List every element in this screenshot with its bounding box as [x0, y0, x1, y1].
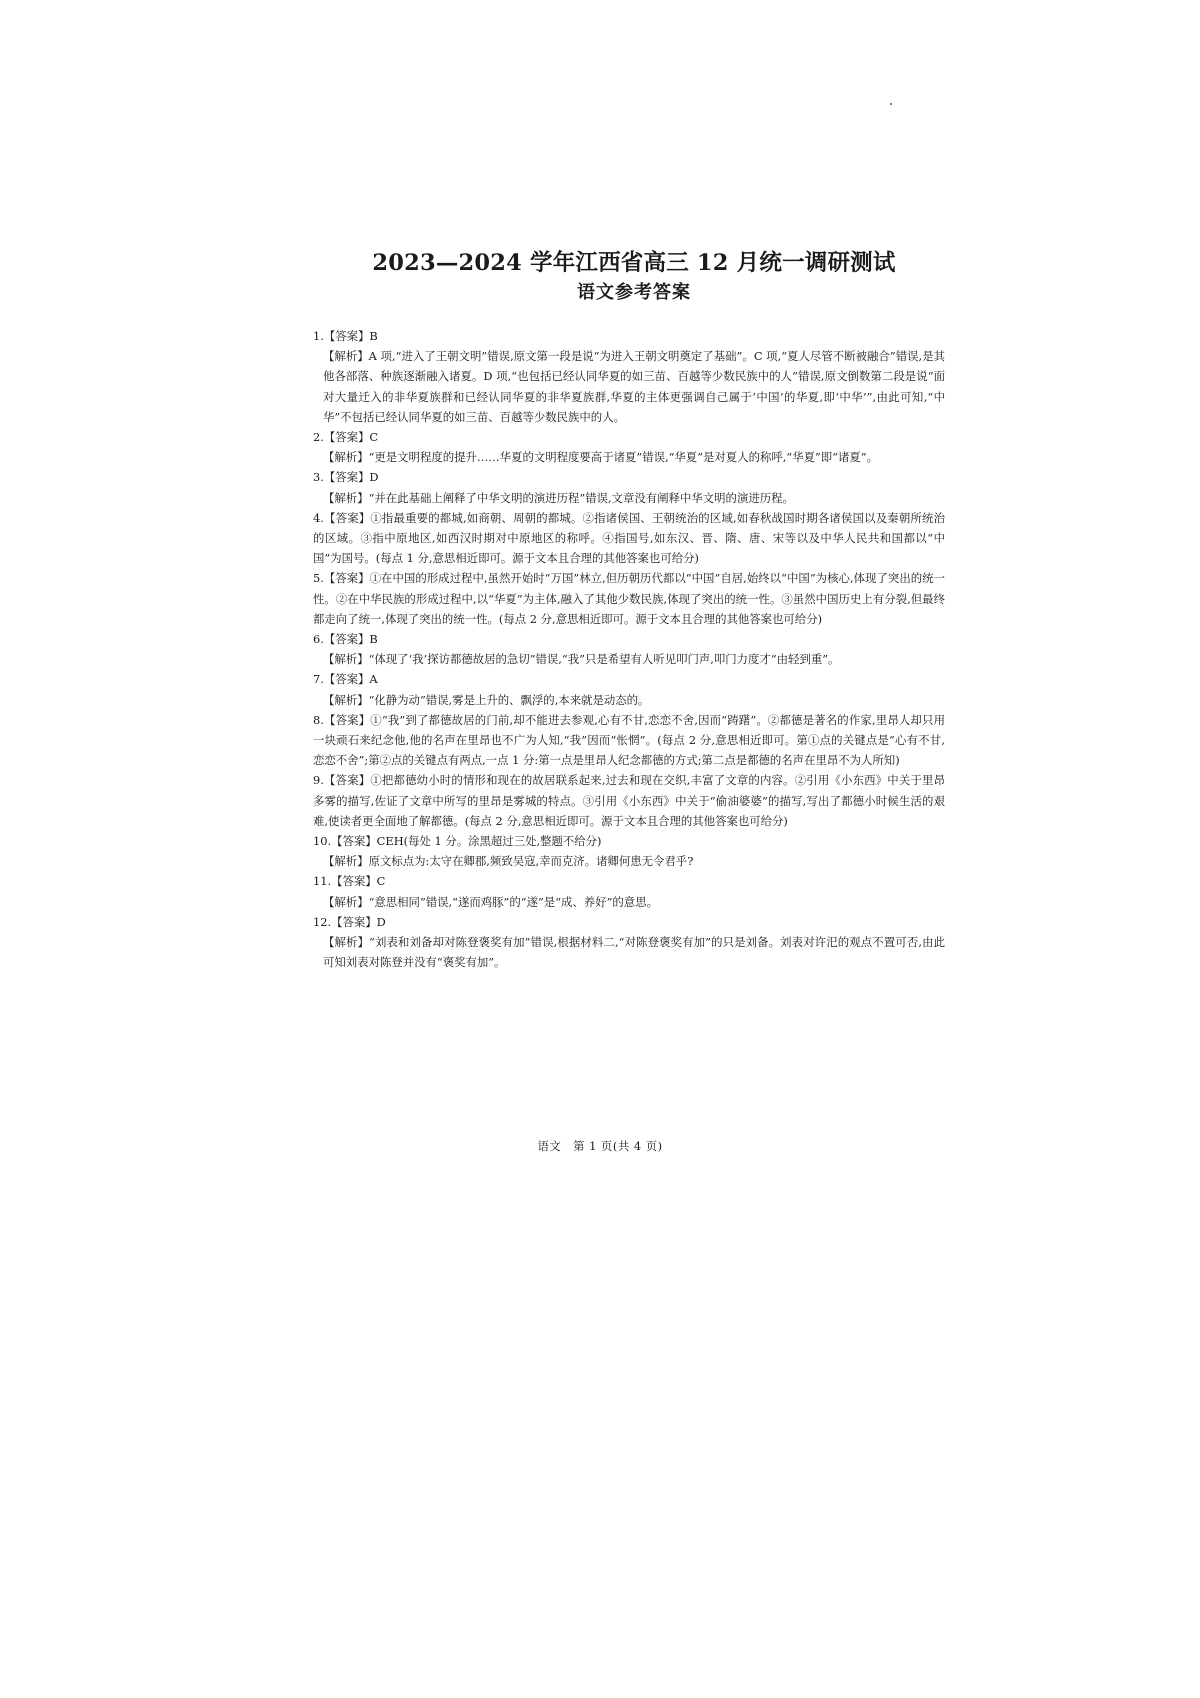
- answer-line: 9.【答案】①把都德幼小时的情形和现在的故居联系起来,过去和现在交织,丰富了文章的内容。②引用《小东西》中关于里昂多雾的描写,佐证了文章中所写的里昂是雾城的特点。③引用《小东西》中关于“偷油婆婆”的描写,写出了都德小时候生活的艰难,使读者更全面地了解都德。(每点 2 分,意思相近即可。源于文本且合理的其他答案也可给分): [313, 773, 945, 828]
- answer-line: 6.【答案】B: [313, 632, 378, 647]
- explanation-text: 【解析】“体现了‘我’探访都德故居的急切”错误,“我”只是希望有人听见叩门声,叩门力度才“由轻到重”。: [323, 652, 840, 667]
- explanation-text: 【解析】“更是文明程度的提升……华夏的文明程度要高于诸夏”错误,“华夏”是对夏人的称呼,“华夏”即“诸夏”。: [323, 450, 879, 465]
- explanation-text: 【解析】“化静为动”错误,雾是上升的、飘浮的,本来就是动态的。: [323, 692, 650, 707]
- answer-line: 3.【答案】D: [313, 470, 379, 485]
- answer-line: 10.【答案】CEH(每处 1 分。涂黑超过三处,整题不给分): [313, 834, 602, 849]
- question-item-12: [313, 912, 945, 973]
- answer-line: 11.【答案】C: [313, 874, 386, 889]
- question-item-9: [313, 770, 945, 831]
- question-item-7: [313, 669, 945, 709]
- answer-line: 1.【答案】B: [313, 329, 378, 343]
- question-item-5: [313, 568, 945, 629]
- question-item-10: [313, 831, 945, 871]
- explanation-text: 【解析】“刘表和刘备却对陈登褒奖有加”错误,根据材料二,“对陈登褒奖有加”的只是刘备。刘表对许汜的观点不置可否,由此可知刘表对陈登并没有“褒奖有加”。: [323, 935, 945, 970]
- answer-line: 2.【答案】C: [313, 430, 379, 445]
- scan-speck: [890, 103, 892, 105]
- explanation-text: 【解析】“意思相同”错误,“遂而鸡豚”的“遂”是“成、养好”的意思。: [323, 894, 658, 909]
- question-item-11: [313, 871, 945, 911]
- question-item-1: [313, 326, 945, 427]
- question-item-3: [313, 467, 945, 507]
- explanation-text: 【解析】原文标点为:太守在卿郡,频致吴寇,幸而克济。诸卿何患无令君乎?: [323, 854, 694, 869]
- explanation-text: 【解析】A 项,“进入了王朝文明”错误,原文第一段是说“为进入王朝文明奠定了基础”。C 项,“夏人尽管不断被融合”错误,是其他各部落、种族逐渐融入诸夏。D 项,“也包括已经认同华夏的如三苗、百越等少数民族中的人”错误,原文倒数第二段是说“面对大量迁入的非华夏族群和已经认同华夏的非华夏族群,华夏的主体更强调自己属于‘中国’的华夏,即‘中华’”,由此可知,“中华”不包括已经认同华夏的如三苗、百越等少数民族中的人。: [323, 349, 945, 424]
- answer-line: 5.【答案】①在中国的形成过程中,虽然开始时“万国”林立,但历朝历代都以“中国”自居,始终以“中国”为核心,体现了突出的统一性。②在中华民族的形成过程中,以“华夏”为主体,融入了其他少数民族,体现了突出的统一性。③虽然中国历史上有分裂,但最终都走向了统一,体现了突出的统一性。(每点 2 分,意思相近即可。源于文本且合理的其他答案也可给分): [313, 571, 945, 626]
- answer-content: [313, 248, 945, 973]
- answer-line: 8.【答案】①“我”到了都德故居的门前,却不能进去参观,心有不甘,恋恋不舍,因而“踌躇”。②都德是著名的作家,里昂人却只用一块顽石来纪念他,他的名声在里昂也不广为人知,“我”因而“怅惘”。(每点 2 分,意思相近即可。第①点的关键点是“心有不甘,恋恋不舍”;第②点的关键点有两点,一点 1 分:第一点是里昂人纪念都德的方式;第二点是都德的名声在里昂不为人所知): [313, 712, 945, 768]
- page-subtitle: 语文参考答案: [577, 282, 691, 303]
- question-item-6: [313, 629, 945, 669]
- answer-line: 4.【答案】①指最重要的都城,如商朝、周朝的都城。②指诸侯国、王朝统治的区域,如春秋战国时期各诸侯国以及秦朝所统治的区域。③指中原地区,如西汉时期对中原地区的称呼。④指国号,如东汉、晋、隋、唐、宋等以及中华人民共和国都以“中国”为国号。(每点 1 分,意思相近即可。源于文本且合理的其他答案也可给分): [313, 510, 945, 566]
- answer-line: 12.【答案】D: [313, 914, 386, 929]
- question-item-4: [313, 508, 945, 569]
- page-footer: 语文 第 1 页(共 4 页): [537, 1139, 663, 1153]
- question-item-8: [313, 710, 945, 771]
- page-title: 2023—2024 学年江西省高三 12 月统一调研测试: [372, 250, 896, 276]
- explanation-text: 【解析】“并在此基础上阐释了中华文明的演进历程”错误,文章没有阐释中华文明的演进历程。: [323, 490, 794, 505]
- answer-line: 7.【答案】A: [313, 672, 378, 687]
- question-item-2: [313, 427, 945, 467]
